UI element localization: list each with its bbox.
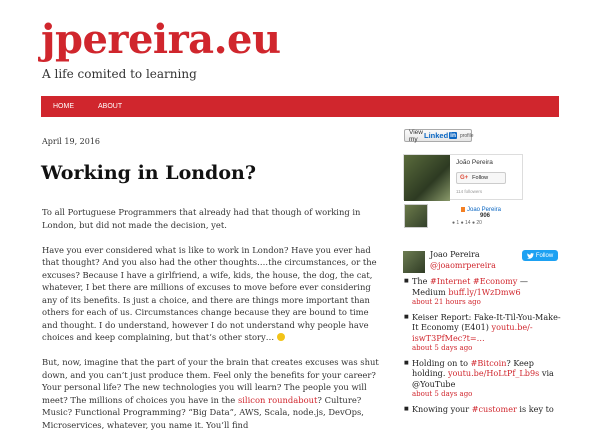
tweet-list [404, 276, 564, 418]
twitter-follow-label: Follow [535, 252, 554, 259]
tweet-timestamp[interactable]: about 5 days ago [412, 390, 473, 398]
tweet-text: Keiser Report: Fake-It-Til-You-Make-It Economy (E401) [412, 311, 561, 332]
list-item [404, 312, 564, 354]
hashtag-link[interactable]: #customer [471, 403, 517, 414]
twitter-avatar[interactable] [403, 251, 425, 273]
hashtag-link[interactable]: #Bitcoin [470, 357, 507, 368]
post-paragraph [42, 356, 382, 431]
silicon-roundabout-link[interactable]: silicon roundabout [237, 394, 318, 405]
twitter-name[interactable]: Joao Pereira [430, 250, 480, 259]
linkedin-profile-badge[interactable] [404, 129, 472, 142]
twitter-bird-icon [527, 253, 534, 259]
nav-item-home[interactable]: HOME [53, 103, 74, 110]
twitter-follow-button[interactable] [522, 250, 558, 261]
linkedin-my-label: View my [409, 128, 423, 143]
post-title[interactable]: Working in London? [41, 162, 256, 184]
tweet-url-link[interactable]: youtu.be/HoLtPf_Lb9s [447, 368, 540, 378]
post-paragraph: To all Portuguese Programmers that already had that though of working in London, but did not made the decision, yet. [42, 207, 361, 230]
smiley-icon [277, 333, 285, 341]
post-date[interactable]: April 19, 2016 [42, 137, 101, 146]
hashtag-link[interactable]: #Internet #Economy [429, 276, 518, 286]
gplus-follow-label: Follow [472, 175, 489, 181]
linkedin-logo-text: Linked [423, 131, 449, 140]
nav-item-about[interactable]: ABOUT [98, 103, 123, 110]
tweet-text: via @YouTube [412, 368, 554, 389]
stackoverflow-avatar[interactable] [404, 204, 428, 228]
post-content [42, 206, 382, 444]
gplus-follow-button[interactable] [456, 172, 506, 184]
tweet-timestamp[interactable]: about 5 days ago [412, 344, 473, 352]
post-paragraph [42, 244, 382, 344]
tweet-text: Knowing your [412, 403, 472, 414]
tweet-text: is key to [516, 403, 554, 414]
linkedin-in-icon: in [450, 132, 456, 139]
twitter-handle[interactable]: @joaomrpereira [430, 261, 496, 270]
list-item [404, 358, 564, 400]
tweet-url-link[interactable]: buff.ly/1WzDmw6 [448, 286, 521, 297]
post-paragraph-text: Have you ever considered what is like to work in London? Have you ever had that thought? And you also had the other thoughts….the circumstances, or the excuses? Because I have a girlfriend, a wife, kids, the house, the dog, the cat, whatever, I bet there are millions of excuses to move before ever considering any of its benefits. Is just a choice, and there are things more important than others for each of us. Circumstances change because they are bound to time and thought. I do understand, however I do not understand why people have choices and keep complaining, but that’s other story… [42, 244, 377, 342]
stackoverflow-reputation: 906 [480, 213, 491, 219]
list-item [404, 404, 564, 415]
tweet-timestamp[interactable]: about 21 hours ago [412, 298, 481, 306]
gplus-name[interactable]: João Pereira [456, 159, 493, 166]
list-item [404, 276, 564, 308]
tweet-text: ? Keep holding. [412, 357, 534, 378]
google-plus-card [403, 154, 523, 200]
main-navigation [41, 96, 559, 117]
site-tagline: A life comited to learning [42, 67, 197, 81]
tweet-text: Holding on to [412, 357, 471, 368]
linkedin-profile-label: profile [459, 132, 474, 139]
post-paragraph-text: ? Culture? Music? Functional Programming? “Big Data”, AWS, Scala, node.js, DevOps, Microservices, whatever, you name it. You’ll find [42, 394, 364, 430]
tweet-text: The [412, 276, 430, 286]
post-paragraph-text: But, now, imagine that the part of your the brain that creates excuses was shut down, and you can’t just produce them. Feel only the benefits for your career? Your personal life? The new technologies you will learn? The people you will meet? The millions of choices you have in the [42, 357, 379, 405]
stackoverflow-name[interactable]: Joao Pereira [461, 207, 501, 213]
gplus-followers-count: 114 followers [456, 189, 483, 194]
avatar[interactable] [404, 155, 450, 201]
tweet-url-link[interactable]: youtu.be/-iswT3PfMec?t=… [412, 322, 533, 343]
stackoverflow-badges: ● 1 ● 14 ● 20 [452, 220, 482, 226]
google-plus-icon: G+ [460, 175, 469, 181]
site-title[interactable]: jpereira.eu [41, 16, 281, 63]
tweet-text: — Medium [412, 276, 529, 297]
